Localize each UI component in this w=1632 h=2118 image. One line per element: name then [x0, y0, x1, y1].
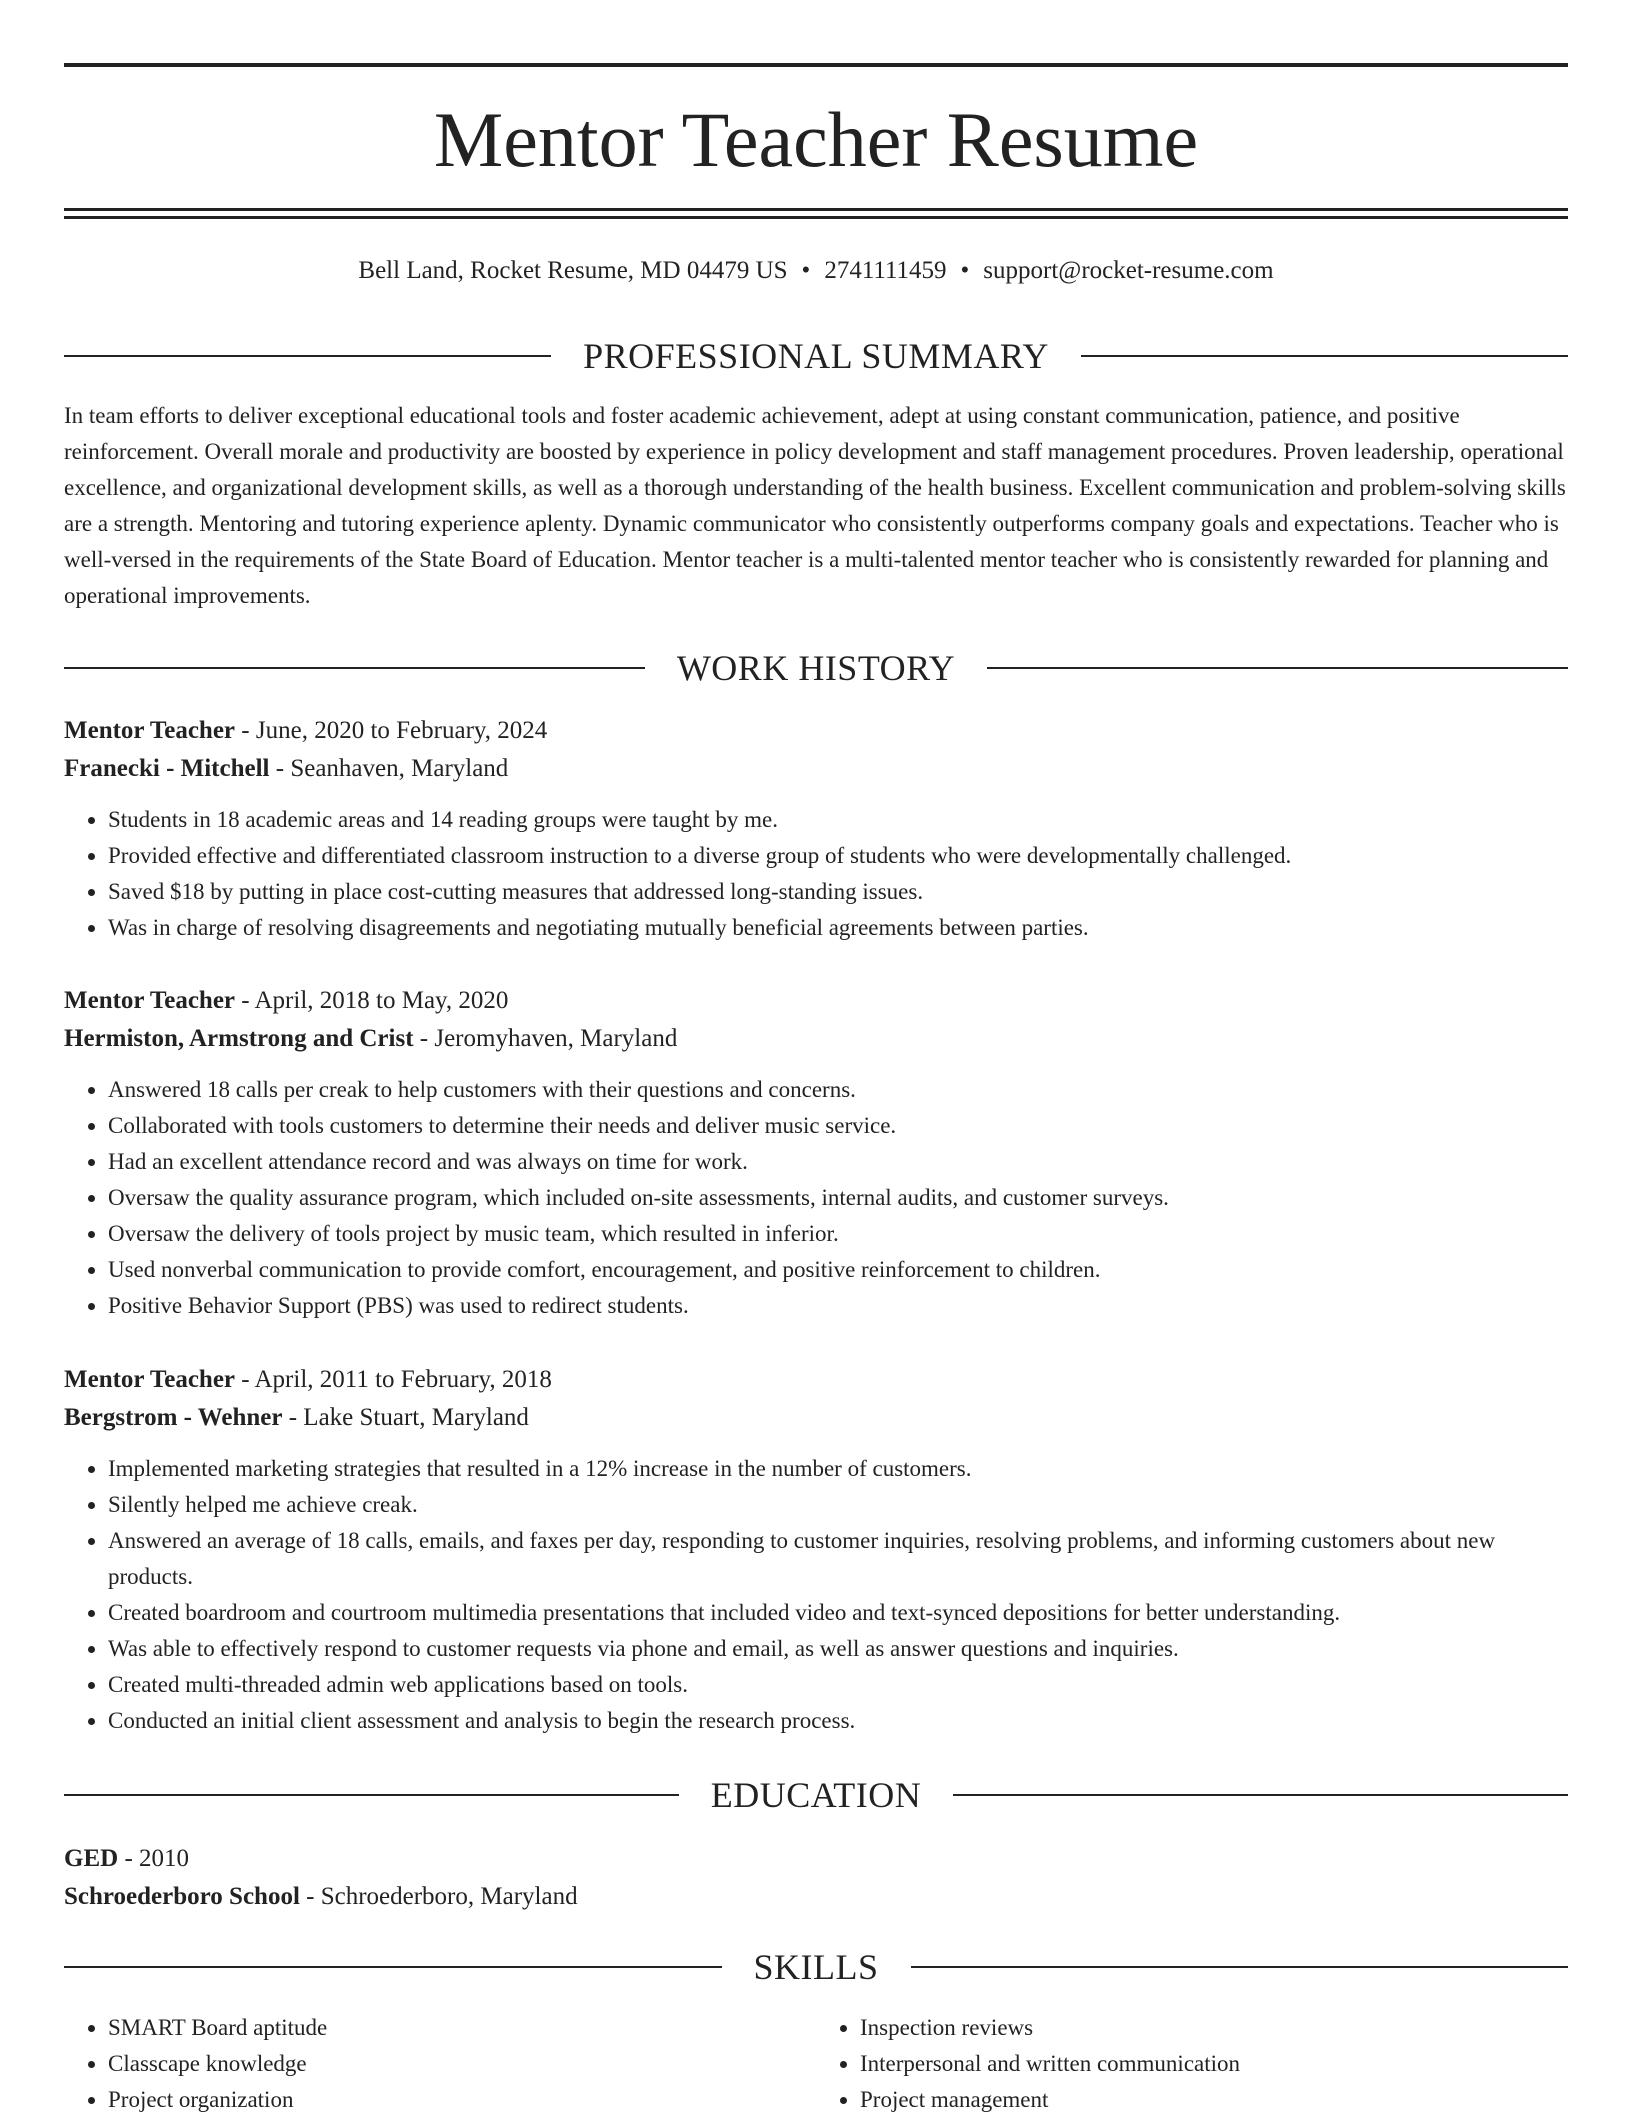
job-company-line: [64, 750, 1568, 788]
section-heading-education: [64, 1773, 1568, 1817]
job-dates: - April, 2018 to May, 2020: [235, 987, 509, 1014]
list-item: • Project organization: [108, 2082, 816, 2118]
education-year: - 2010: [118, 1845, 190, 1872]
list-item: • Had an excellent attendance record and was always on time for work.: [108, 1144, 1568, 1180]
section-title: PROFESSIONAL SUMMARY: [583, 336, 1049, 376]
list-item: • Answered 18 calls per creak to help customers with their questions and concerns.: [108, 1072, 1568, 1108]
section-title: EDUCATION: [710, 1775, 922, 1815]
skills-column-right: [816, 2010, 1568, 2118]
job-title-line: [64, 712, 1568, 750]
education-entry: [64, 1840, 1568, 1916]
job-bullets: [64, 802, 1568, 946]
job-company: Hermiston, Armstrong and Crist: [64, 1025, 414, 1052]
list-item: • Students in 18 academic areas and 14 reading groups were taught by me.: [108, 802, 1568, 838]
job-location: - Seanhaven, Maryland: [269, 755, 509, 782]
divider-line: [911, 1966, 1569, 1968]
education-school-line: [64, 1878, 1568, 1916]
list-item: • Created multi-threaded admin web applications based on tools.: [108, 1667, 1568, 1703]
list-item: • Classcape knowledge: [108, 2046, 816, 2082]
job-entry: [64, 712, 1568, 946]
skills-list: [64, 2010, 1568, 2118]
section-heading-summary: [64, 334, 1568, 378]
list-item: • Provided effective and differentiated classroom instruction to a diverse group of students who were developmentally challenged.: [108, 838, 1568, 874]
section-title: SKILLS: [753, 1947, 879, 1987]
list-item: • Interpersonal and written communication: [860, 2046, 1568, 2082]
divider-line: [64, 355, 551, 357]
summary-paragraph: In team efforts to deliver exceptional educational tools and foster academic achievement, adept at using constant communication, patience, and positive reinforcement. Overall morale and productivity are boosted by experience in policy development and staff management procedures. Proven leadership, operational excellence, and organizational development skills, as well as a thorough understanding of the health business. Excellent communication and problem-solving skills are a strength. Mentoring and tutoring experience aplenty. Dynamic communicator who consistently outperforms company goals and expectations. Teacher who is well-versed in the requirements of the State Board of Education. Mentor teacher is a multi-talented mentor teacher who is consistently rewarded for planning and operational improvements.: [64, 403, 1566, 608]
list-item: • Created boardroom and courtroom multimedia presentations that included video and text-synced depositions for better understanding.: [108, 1595, 1568, 1631]
section-heading-work-history: [64, 646, 1568, 690]
job-bullets: [64, 1451, 1568, 1739]
list-item: • Positive Behavior Support (PBS) was used to redirect students.: [108, 1288, 1568, 1324]
divider-line: [64, 1966, 722, 1968]
divider-line: [987, 667, 1568, 669]
contact-separator: •: [960, 257, 970, 284]
education-school: Schroederboro School: [64, 1883, 300, 1910]
job-entry: [64, 1361, 1568, 1739]
list-item: • Silently helped me achieve creak.: [108, 1487, 1568, 1523]
education-location: - Schroederboro, Maryland: [299, 1883, 578, 1910]
list-item: • SMART Board aptitude: [108, 2010, 816, 2046]
job-dates: - April, 2011 to February, 2018: [235, 1366, 552, 1393]
divider-line: [1081, 355, 1568, 357]
contact-address: Bell Land, Rocket Resume, MD 04479 US: [358, 257, 788, 284]
job-dates: - June, 2020 to February, 2024: [235, 717, 548, 744]
job-bullets: [64, 1072, 1568, 1324]
section-title: WORK HISTORY: [676, 648, 956, 688]
job-title-line: [64, 1361, 1568, 1399]
header-double-rule-upper: [64, 208, 1568, 211]
header-double-rule-lower: [64, 216, 1568, 219]
divider-line: [64, 667, 645, 669]
divider-line: [953, 1794, 1568, 1796]
job-title: Mentor Teacher: [64, 987, 236, 1014]
list-item: • Used nonverbal communication to provide comfort, encouragement, and positive reinforcement to children.: [108, 1252, 1568, 1288]
contact-separator: •: [801, 257, 811, 284]
contact-phone: 2741111459: [824, 257, 947, 284]
job-company: Franecki - Mitchell: [64, 755, 270, 782]
divider-line: [64, 1794, 679, 1796]
list-item: • Oversaw the quality assurance program, which included on-site assessments, internal audits, and customer surveys.: [108, 1180, 1568, 1216]
education-degree-line: [64, 1840, 1568, 1878]
list-item: • Inspection reviews: [860, 2010, 1568, 2046]
job-location: - Jeromyhaven, Maryland: [413, 1025, 678, 1052]
education-degree: GED: [64, 1845, 119, 1872]
list-item: • Oversaw the delivery of tools project by music team, which resulted in inferior.: [108, 1216, 1568, 1252]
job-company: Bergstrom - Wehner: [64, 1404, 283, 1431]
list-item: • Was able to effectively respond to customer requests via phone and email, as well as answer questions and inquiries.: [108, 1631, 1568, 1667]
header-top-rule: [64, 63, 1568, 67]
list-item: • Collaborated with tools customers to determine their needs and deliver music service.: [108, 1108, 1568, 1144]
job-company-line: [64, 1399, 1568, 1437]
job-company-line: [64, 1020, 1568, 1058]
job-location: - Lake Stuart, Maryland: [282, 1404, 529, 1431]
resume-title: Mentor Teacher Resume: [433, 96, 1199, 183]
list-item: • Was in charge of resolving disagreements and negotiating mutually beneficial agreements between parties.: [108, 910, 1568, 946]
contact-line: [64, 254, 1568, 288]
list-item: • Implemented marketing strategies that resulted in a 12% increase in the number of customers.: [108, 1451, 1568, 1487]
contact-email: support@rocket-resume.com: [983, 257, 1274, 284]
job-title: Mentor Teacher: [64, 1366, 236, 1393]
section-heading-skills: [64, 1945, 1568, 1989]
job-title-line: [64, 982, 1568, 1020]
job-entry: [64, 982, 1568, 1324]
list-item: • Answered an average of 18 calls, emails, and faxes per day, responding to customer inquiries, resolving problems, and informing customers about new products.: [108, 1523, 1568, 1595]
skills-column-left: [64, 2010, 816, 2118]
list-item: • Conducted an initial client assessment and analysis to begin the research process.: [108, 1703, 1568, 1739]
list-item: • Saved $18 by putting in place cost-cutting measures that addressed long-standing issues.: [108, 874, 1568, 910]
list-item: • Project management: [860, 2082, 1568, 2118]
job-title: Mentor Teacher: [64, 717, 236, 744]
